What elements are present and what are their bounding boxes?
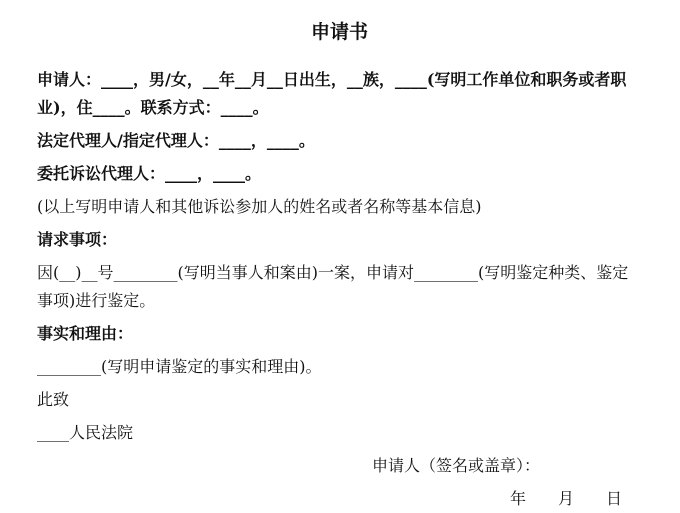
request-heading: 请求事项： <box>37 230 118 249</box>
signature-line: 申请人（签名或盖章）： <box>371 456 540 475</box>
litigation-agent-line: 委托诉讼代理人：____，____。 <box>37 164 262 183</box>
request-body: 因(__)__号________(写明当事人和案由)一案，申请对________(写明鉴定种类、鉴定事项)进行鉴定。 <box>37 263 629 310</box>
salutation: 此致 <box>37 390 70 409</box>
court-line: ____人民法院 <box>37 423 134 442</box>
page-title: 申请书 <box>310 21 368 43</box>
parties-note: (以上写明申请人和其他诉讼参加人的姓名或者名称等基本信息) <box>37 197 482 216</box>
legal-agent-line: 法定代理人/指定代理人：____，____。 <box>37 131 315 150</box>
facts-body: ________(写明申请鉴定的事实和理由)。 <box>37 357 322 376</box>
facts-heading: 事实和理由： <box>37 324 134 343</box>
date-line: 年 月 日 <box>509 489 622 508</box>
applicant-paragraph: 申请人：____，男/女，__年__月__日出生，__族，____(写明工作单位和职务或者职业)，住____。联系方式：____。 <box>37 70 627 117</box>
